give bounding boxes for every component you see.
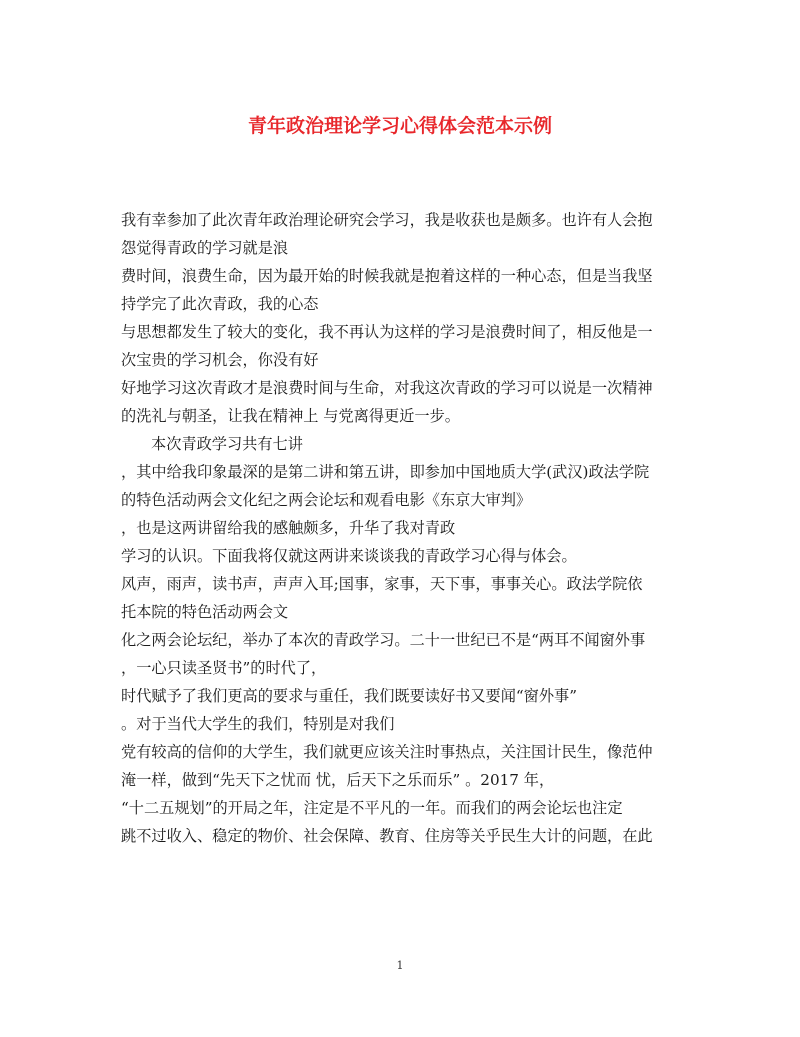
body-line: 怨觉得青政的学习就是浪 — [121, 239, 289, 257]
document-title: 青年政治理论学习心得体会范本示例 — [247, 115, 552, 137]
body-line: 风声，雨声，读书声，声声入耳;国事，家事，天下事，事事关心。政法学院依 — [121, 575, 643, 593]
body-line-indented: 本次青政学习共有七讲 — [151, 435, 303, 453]
body-line: 好地学习这次青政才是浪费时间与生命，对我这次青政的学习可以说是一次精神 — [121, 379, 653, 397]
body-line: 淹一样，做到“先天下之忧而 忧，后天下之乐而乐” 。2017 年， — [121, 771, 555, 789]
body-line: 的特色活动两会文化纪之两会论坛和观看电影《东京大审判》 — [121, 491, 532, 509]
body-line: 时代赋予了我们更高的要求与重任，我们既要读好书又要闻“窗外事” — [121, 687, 577, 705]
body-line: ，其中给我印象最深的是第二讲和第五讲，即参加中国地质大学(武汉)政法学院 — [121, 463, 650, 481]
body-line: 的洗礼与朝圣，让我在精神上 与党离得更近一步。 — [121, 407, 460, 425]
page-number: 1 — [396, 959, 404, 972]
body-line: 次宝贵的学习机会，你没有好 — [121, 351, 319, 369]
body-line: 。对于当代大学生的我们，特别是对我们 — [121, 715, 395, 733]
body-line: 托本院的特色活动两会文 — [121, 603, 289, 621]
body-line: 费时间，浪费生命，因为最开始的时候我就是抱着这样的一种心态，但是当我坚 — [121, 267, 653, 285]
body-line: ，也是这两讲留给我的感触颇多，升华了我对青政 — [121, 519, 456, 537]
body-line: 化之两会论坛纪，举办了本次的青政学习。二十一世纪已不是“两耳不闻窗外事 — [121, 631, 646, 649]
body-line: “十二五规划”的开局之年，注定是不平凡的一年。而我们的两会论坛也注定 — [121, 799, 623, 817]
body-line: 跳不过收入、稳定的物价、社会保障、教育、住房等关乎民生大计的问题，在此 — [121, 827, 653, 845]
body-line: ，一心只读圣贤书”的时代了， — [121, 659, 327, 677]
body-line: 党有较高的信仰的大学生，我们就更应该关注时事热点，关注国计民生，像范仲 — [121, 743, 653, 761]
document-body — [121, 206, 683, 850]
body-line: 持学完了此次青政，我的心态 — [121, 295, 319, 313]
body-line: 与思想都发生了较大的变化，我不再认为这样的学习是浪费时间了，相反他是一 — [121, 323, 653, 341]
body-line: 学习的认识。下面我将仅就这两讲来谈谈我的青政学习心得与体会。 — [121, 547, 577, 565]
body-line: 我有幸参加了此次青年政治理论研究会学习，我是收获也是颇多。也许有人会抱 — [121, 211, 653, 229]
